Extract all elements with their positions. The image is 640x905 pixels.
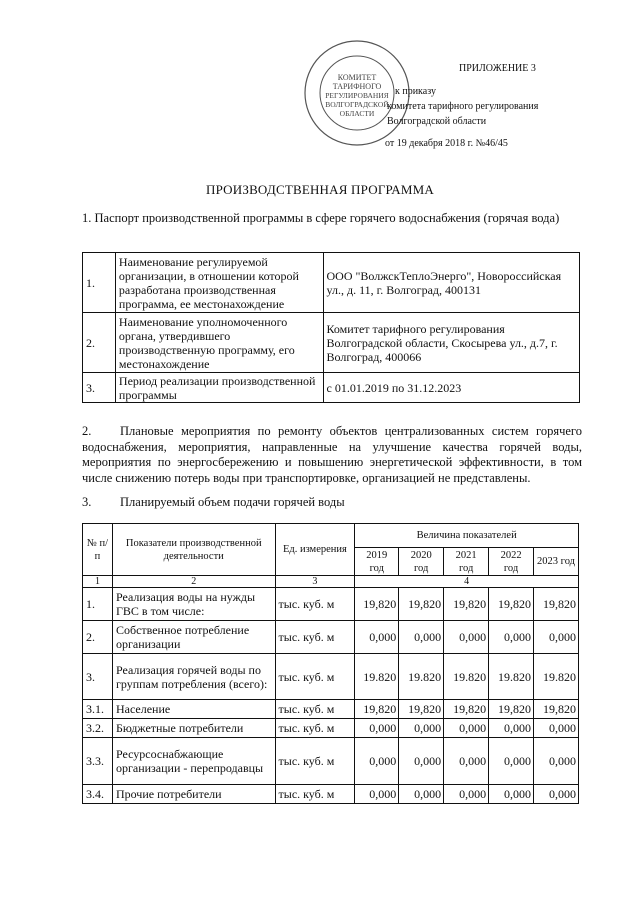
passport-row: [83, 313, 580, 373]
value-2020: 0,000: [399, 719, 444, 738]
value-2021: 19,820: [444, 588, 489, 621]
passport-row-number: 2.: [83, 313, 116, 373]
section-2-body: Плановые мероприятия по ремонту объектов централизованных систем горячего водоснабжения, мероприятия, направленные на улучшение качества горячей воды, мероприятия по энергосбережению и повышению энергетической эффективности, в том числе снижению потерь воды при транспортировке, организацией не представлены.: [82, 424, 582, 485]
value-2019: 19,820: [355, 700, 399, 719]
row-number: 3.2.: [83, 719, 113, 738]
header-number: № п/п: [83, 524, 113, 576]
value-2019: 19,820: [355, 588, 399, 621]
passport-row-label: Период реализации производственной программы: [115, 373, 323, 403]
row-unit: тыс. куб. м: [275, 654, 355, 700]
passport-row-value: ООО "ВолжскТеплоЭнерго", Новороссийская ул., д. 11, г. Волгоград, 400131: [323, 253, 580, 313]
column-index: 2: [112, 576, 275, 588]
section-2-text: [82, 424, 582, 486]
header-values: Величина показателей: [355, 524, 579, 548]
row-name: Реализация воды на нужды ГВС в том числе:: [112, 588, 275, 621]
value-2021: 0,000: [444, 719, 489, 738]
row-unit: тыс. куб. м: [275, 785, 355, 804]
header-indicator: Показатели производственной деятельности: [112, 524, 275, 576]
row-unit: тыс. куб. м: [275, 621, 355, 654]
column-index-row: [83, 576, 579, 588]
row-name: Население: [112, 700, 275, 719]
value-2021: 0,000: [444, 621, 489, 654]
value-2021: 0,000: [444, 738, 489, 785]
row-number: 3.1.: [83, 700, 113, 719]
row-unit: тыс. куб. м: [275, 719, 355, 738]
row-name: Собственное потребление организации: [112, 621, 275, 654]
seal-line-4: ВОЛГОГРАДСКОЙ: [325, 100, 389, 109]
passport-row-label: Наименование регулируемой организации, в отношении которой разработана производственная программа, ее местонахождение: [115, 253, 323, 313]
seal-line-2: ТАРИФНОГО: [332, 82, 382, 91]
value-2023: 19,820: [534, 700, 579, 719]
section-2-number: 2.: [82, 424, 92, 438]
value-2019: 0,000: [355, 738, 399, 785]
table-row: [83, 785, 579, 804]
value-2019: 19.820: [355, 654, 399, 700]
value-2023: 19.820: [534, 654, 579, 700]
header-unit: Ед. измерения: [275, 524, 355, 576]
value-2020: 19.820: [399, 654, 444, 700]
row-number: 1.: [83, 588, 113, 621]
value-2020: 0,000: [399, 738, 444, 785]
year-2021: 2021 год: [444, 548, 489, 576]
appendix-line-2: к приказу: [395, 86, 436, 97]
value-2020: 19,820: [399, 588, 444, 621]
value-2021: 0,000: [444, 785, 489, 804]
section-3-heading: [82, 495, 582, 510]
section-3-number: 3.: [82, 495, 92, 509]
appendix-header: [387, 61, 538, 151]
value-2023: 19,820: [534, 588, 579, 621]
volume-table: [82, 523, 579, 804]
row-name: Бюджетные потребители: [112, 719, 275, 738]
value-2022: 0,000: [489, 785, 534, 804]
column-index: 4: [355, 576, 579, 588]
value-2022: 0,000: [489, 719, 534, 738]
row-number: 3.3.: [83, 738, 113, 785]
appendix-line-4: Волгоградской области: [387, 116, 487, 127]
table-row: [83, 621, 579, 654]
value-2020: 0,000: [399, 785, 444, 804]
appendix-line-3: комитета тарифного регулирования: [387, 101, 539, 112]
appendix-label: ПРИЛОЖЕНИЕ 3: [459, 63, 536, 74]
value-2020: 19,820: [399, 700, 444, 719]
value-2022: 19,820: [489, 700, 534, 719]
document-title: ПРОИЗВОДСТВЕННАЯ ПРОГРАММА: [206, 182, 434, 197]
seal-line-5: ОБЛАСТИ: [339, 109, 375, 118]
row-name: Ресурсоснабжающие организации - перепродавцы: [112, 738, 275, 785]
passport-table: [82, 252, 580, 403]
seal-line-1: КОМИТЕТ: [337, 73, 377, 82]
section-1-heading: 1. Паспорт производственной программы в сфере горячего водоснабжения (горячая вода): [82, 211, 560, 225]
value-2020: 0,000: [399, 621, 444, 654]
row-number: 3.4.: [83, 785, 113, 804]
row-number: 2.: [83, 621, 113, 654]
table-row: [83, 654, 579, 700]
row-unit: тыс. куб. м: [275, 738, 355, 785]
passport-row-number: 3.: [83, 373, 116, 403]
row-name: Прочие потребители: [112, 785, 275, 804]
value-2022: 0,000: [489, 738, 534, 785]
value-2019: 0,000: [355, 621, 399, 654]
value-2022: 0,000: [489, 621, 534, 654]
value-2022: 19,820: [489, 588, 534, 621]
table-row: [83, 700, 579, 719]
column-index: 1: [83, 576, 113, 588]
passport-row-value: Комитет тарифного регулирования Волгоградской области, Скосырева ул., д.7, г. Волгоград, 400066: [323, 313, 580, 373]
value-2023: 0,000: [534, 785, 579, 804]
row-unit: тыс. куб. м: [275, 588, 355, 621]
year-2022: 2022 год: [489, 548, 534, 576]
year-2023: 2023 год: [534, 548, 579, 576]
value-2019: 0,000: [355, 719, 399, 738]
value-2023: 0,000: [534, 621, 579, 654]
row-name: Реализация горячей воды по группам потребления (всего):: [112, 654, 275, 700]
table-row: [83, 719, 579, 738]
column-index: 3: [275, 576, 355, 588]
value-2022: 19.820: [489, 654, 534, 700]
value-2021: 19,820: [444, 700, 489, 719]
passport-row-number: 1.: [83, 253, 116, 313]
passport-row: [83, 253, 580, 313]
volume-header-row: [83, 524, 579, 548]
passport-row-value: с 01.01.2019 по 31.12.2023: [323, 373, 580, 403]
value-2023: 0,000: [534, 719, 579, 738]
passport-row: [83, 373, 580, 403]
table-row: [83, 588, 579, 621]
year-2020: 2020 год: [399, 548, 444, 576]
appendix-line-5: от 19 декабря 2018 г. №46/45: [385, 138, 508, 149]
year-2019: 2019 год: [355, 548, 399, 576]
row-unit: тыс. куб. м: [275, 700, 355, 719]
passport-row-label: Наименование уполномоченного органа, утвердившего производственную программу, его местонахождение: [115, 313, 323, 373]
value-2021: 19.820: [444, 654, 489, 700]
section-3-title: Планируемый объем подачи горячей воды: [120, 495, 345, 509]
value-2019: 0,000: [355, 785, 399, 804]
seal-line-3: РЕГУЛИРОВАНИЯ: [325, 91, 389, 100]
row-number: 3.: [83, 654, 113, 700]
table-row: [83, 738, 579, 785]
value-2023: 0,000: [534, 738, 579, 785]
